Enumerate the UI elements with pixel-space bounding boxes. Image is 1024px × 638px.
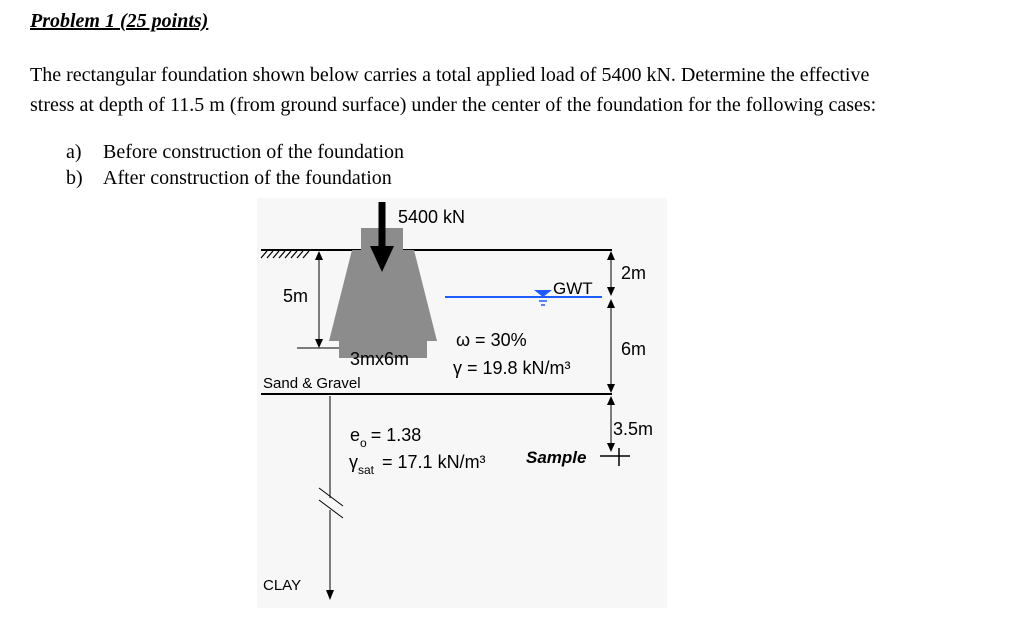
sample-label: Sample [526, 448, 587, 467]
case-list [66, 139, 404, 191]
void-ratio-symbol: e [350, 425, 361, 445]
gamma-sat-symbol: γ [349, 452, 358, 472]
gwt-label: GWT [553, 279, 593, 298]
foundation-size-label: 3mx6m [350, 349, 410, 369]
sand-moisture-content: ω = 30% [456, 330, 527, 350]
case-text: Before construction of the foundation [103, 141, 405, 163]
void-ratio-subscript: o [360, 436, 367, 450]
foundation-diagram [257, 198, 667, 608]
statement-line-1: The rectangular foundation shown below carries a total applied load of 5400 kN. Determine the effective [30, 64, 870, 86]
layer-top-label: Sand & Gravel [263, 375, 361, 392]
case-text: After construction of the foundation [103, 167, 392, 189]
problem-title: Problem 1 (25 points) [30, 10, 209, 32]
case-label: b) [66, 167, 83, 189]
load-label: 5400 kN [398, 207, 466, 227]
dimension-2m-label: 2m [621, 263, 647, 283]
depth-label: 5m [283, 286, 309, 306]
gamma-sat-value: = 17.1 kN/m³ [382, 452, 486, 472]
gamma-sat-subscript: sat [358, 463, 375, 477]
statement-line-2: stress at depth of 11.5 m (from ground surface) under the center of the foundation for the following cases: [30, 94, 877, 116]
void-ratio-value: = 1.38 [370, 425, 422, 445]
dimension-6m-label: 6m [621, 339, 647, 359]
sand-unit-weight: γ = 19.8 kN/m³ [453, 358, 571, 378]
problem-statement [30, 60, 1010, 120]
clay-layer-label: CLAY [263, 577, 302, 594]
case-item [66, 165, 404, 191]
case-item [66, 139, 404, 165]
case-label: a) [66, 141, 82, 163]
dimension-3-5m-label: 3.5m [613, 419, 654, 439]
